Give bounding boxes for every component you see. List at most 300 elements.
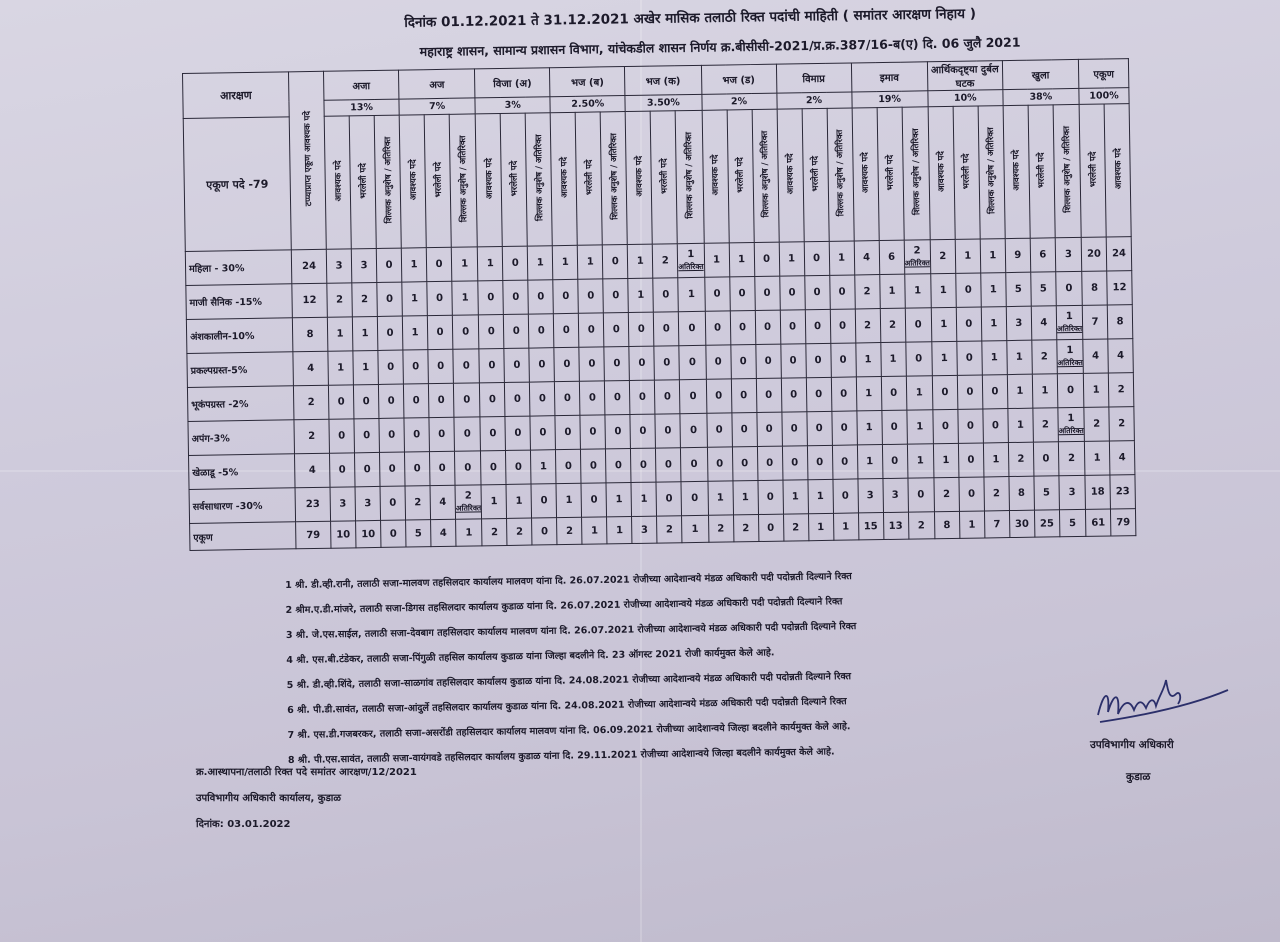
table-cell: 0 [481,450,507,484]
table-cell: 0 [781,378,807,412]
sub-header: भरलेली पदे [650,111,677,244]
table-cell: 0 [781,412,807,446]
sub-header: भरलेली पदे [424,114,451,247]
sub-header: आवश्यक पदे [702,110,729,243]
table-cell: 2 [507,518,532,545]
table-cell: 2 [482,518,507,545]
category-header: भज (ब) [550,67,625,97]
table-cell: 0 [680,413,707,447]
table-cell: 0 [554,313,580,347]
table-cell: 0 [705,311,731,345]
table-cell: 1 [955,239,981,273]
table-cell: 0 [830,343,856,377]
table-cell: 0 [732,447,758,481]
table-cell: 0 [1057,373,1084,407]
table-cell: 2 [855,309,881,343]
sub-header: आवश्यक पदे [324,116,351,249]
table-cell: 1 [606,482,632,516]
table-cell: 0 [832,445,858,479]
table-cell: 0 [654,312,680,346]
signature-mark [1090,670,1240,730]
table-cell: 1 [556,483,582,517]
sub-header: भरलेली पदे [349,115,376,248]
table-cell: 0 [480,416,506,450]
table-cell: 0 [529,314,555,348]
table-cell: 0 [755,310,781,344]
table-cell: 1 [607,516,632,543]
table-cell: 0 [429,451,455,485]
table-cell: 0 [381,520,406,547]
table-cell: 0 [957,341,983,375]
table-cell: 1 [481,484,507,518]
table-cell: 0 [378,384,404,418]
table-cell: 1 [1032,374,1058,408]
table-cell: 0 [832,479,858,513]
table-cell: 1 [631,482,657,516]
table-cell: 0 [756,378,782,412]
table-cell: 0 [755,344,781,378]
excess-note: अतिरिक्त [904,258,930,268]
category-percent: 19% [851,91,928,108]
table-cell: 0 [555,381,581,415]
table-cell: 0 [531,484,557,518]
table-cell: 0 [805,343,831,377]
table-cell: 1 [402,316,428,350]
sub-header: शिल्लक अनुशेष / अतिरिक्त [978,106,1005,239]
table-cell: 0 [580,381,606,415]
table-cell: 0 [806,377,832,411]
row-total: 79 [296,521,331,549]
sub-header: शिल्लक अनुशेष / अतिरिक्त [449,114,477,247]
table-cell: 0 [453,349,480,383]
table-cell: 8 [1082,271,1108,305]
table-cell: 1 [808,513,833,540]
table-cell: 1 [729,243,755,277]
table-cell: 0 [707,447,733,481]
table-cell: 1 अतिरिक्त [1056,305,1083,339]
category-percent: 3.50% [625,94,702,111]
table-cell: 1 अतिरिक्त [1058,407,1085,441]
table-cell: 2 [352,282,378,316]
table-cell: 0 [705,345,731,379]
table-cell: 0 [579,313,605,347]
table-cell: 1 [1007,340,1033,374]
table-cell: 0 [379,452,405,486]
table-cell: 0 [380,486,406,520]
table-cell: 4 [1083,339,1109,373]
table-cell: 2 [657,516,682,543]
note-item: 8 श्री. पी.एस.सावंत, तलाठी सजा-वायंगवडे तहसिलदार कार्यालय कुडाळ यांना दि. 29.11.2021 रोजीच्या आदेशान्वये जिल्हा बदलीने कार्यमुक्त केले आहे. [287,746,835,766]
table-cell: 0 [933,409,959,443]
table-cell: 0 [958,409,984,443]
table-cell: 2 [930,239,956,273]
category-percent: 38% [1003,88,1080,105]
table-cell: 0 [426,247,452,281]
table-cell: 0 [478,280,504,314]
table-cell: 1 [907,444,934,478]
table-cell: 1 [981,307,1007,341]
table-cell: 0 [506,450,532,484]
table-cell: 0 [758,514,783,541]
table-cell: 2 [327,283,353,317]
table-cell: 0 [704,277,730,311]
table-cell: 0 [1033,442,1059,476]
table-cell: 0 [530,416,556,450]
document-date: दिनांक: 03.01.2022 [196,819,291,830]
table-cell: 0 [555,415,581,449]
signatory-designation: उपविभागीय अधिकारी [1090,739,1174,751]
table-cell: 2 [405,486,431,520]
table-cell: 1 [678,277,705,311]
table-cell: 0 [329,453,355,487]
category-percent: 10% [928,90,1003,107]
table-cell: 0 [503,246,529,280]
sub-header: भरलेली पदे [1079,104,1106,237]
row-total: 2 [294,419,330,454]
table-cell: 1 [402,282,428,316]
table-cell: 0 [905,308,932,342]
table-cell: 0 [804,241,830,275]
table-cell: 3 [632,516,657,543]
table-cell: 1 [779,242,805,276]
table-cell: 1 [628,244,654,278]
sub-header: शिल्लक अनुशेष / अतिरिक्त [525,113,552,246]
table-cell: 0 [377,282,403,316]
table-cell: 1 [981,273,1007,307]
table-cell: 0 [881,376,907,410]
table-cell: 0 [653,278,679,312]
category-header: अजा [323,70,398,100]
table-cell: 1 [353,350,379,384]
row-label: प्रकल्पग्रस्त-5% [187,352,294,388]
row-total: 2 [293,385,329,420]
sub-header: भरलेली पदे [1028,105,1055,238]
table-cell: 0 [957,375,983,409]
table-cell: 4 [1109,441,1135,475]
table-cell: 4 [1031,306,1057,340]
table-cell: 2 अतिरिक्त [455,485,482,519]
table-cell: 24 [1106,237,1132,271]
row-label: एकूण [190,522,296,551]
row-total: 24 [291,249,327,284]
table-cell: 2 [1032,340,1058,374]
table-cell: 20 [1081,237,1107,271]
table-cell: 1 [906,376,933,410]
table-cell: 0 [804,275,830,309]
table-cell: 0 [831,411,857,445]
vacancy-table [182,58,1136,551]
table-cell: 5 [1059,509,1086,536]
table-cell: 8 [1107,305,1133,339]
table-cell: 1 [980,239,1006,273]
table-cell: 0 [604,347,630,381]
table-cell: 2 [934,477,960,511]
row-label: भूकंपग्रस्त -2% [187,386,294,422]
category-header: आर्थिकदृष्ट्या दुर्बल घटक [927,61,1002,91]
table-cell: 2 [1058,441,1085,475]
table-cell: 0 [629,312,655,346]
table-cell: 2 [1033,408,1059,442]
table-cell: 0 [532,518,557,545]
table-cell: 0 [758,480,784,514]
table-cell: 0 [731,379,757,413]
table-cell: 1 [708,481,734,515]
table-cell: 0 [503,280,529,314]
category-header: अज [398,69,475,99]
table-cell: 1 [983,443,1009,477]
table-cell: 3 [330,487,356,521]
sub-header: आवश्यक पदे [777,109,804,242]
table-cell: 18 [1085,475,1111,509]
table-cell: 13 [883,512,908,539]
table-cell: 61 [1086,509,1111,536]
table-cell: 2 [1109,407,1135,441]
sub-header: भरलेली पदे [727,110,754,243]
table-cell: 3 [1059,475,1086,509]
table-cell: 4 [430,485,456,519]
table-cell: 1 [531,450,557,484]
excess-note: अतिरिक्त [1056,323,1083,334]
table-cell: 1 [506,484,532,518]
table-cell: 1 [904,274,931,308]
table-cell: 0 [376,248,402,282]
table-cell: 1 [352,316,378,350]
table-cell: 3 [355,486,381,520]
table-cell: 2 [854,275,880,309]
table-cell: 1 [401,248,427,282]
table-cell: 0 [603,279,629,313]
table-cell: 0 [354,452,380,486]
table-cell: 0 [505,416,531,450]
table-cell: 2 [783,514,808,541]
table-cell: 0 [379,418,405,452]
table-cell: 1 [807,479,833,513]
table-cell: 0 [782,446,808,480]
row-total: 8 [292,317,328,352]
sub-header: आवश्यक पदे [1003,105,1030,238]
table-cell: 1 [783,480,809,514]
sub-header: शिल्लक अनुशेष / अतिरिक्त [902,107,930,240]
table-cell: 2 [908,512,935,539]
excess-note: अतिरिक्त [1057,357,1083,368]
category-header-total: एकूण [1078,59,1128,89]
table-cell: 0 [604,313,630,347]
table-cell: 0 [377,316,403,350]
table-cell: 30 [1009,510,1034,537]
table-cell: 1 [857,445,883,479]
note-item: 4 श्री. एस.बी.टंडेकर, तलाठी सजा-पिंगुळी तहसिल कार्यालय कुडाळ यांना जिल्हा बदलीने दि. 23 ऑगस्ट 2021 रोजी कार्यमुक्त केले आहे. [286,647,775,666]
table-cell: 0 [655,414,681,448]
table-cell: 2 [557,517,582,544]
table-cell: 0 [730,311,756,345]
table-cell: 0 [504,314,530,348]
table-cell: 0 [983,409,1009,443]
footer-block [196,760,417,838]
table-cell: 2 [984,477,1010,511]
table-cell: 1 [906,410,933,444]
table-cell: 1 [982,341,1008,375]
table-cell: 0 [882,444,908,478]
table-cell: 0 [656,482,682,516]
notes-list [285,564,858,773]
table-cell: 0 [681,481,708,515]
table-cell: 0 [479,348,505,382]
table-cell: 0 [729,277,755,311]
category-percent: 2.50% [550,96,625,113]
total-required-header: टप्प्याप्राप्त एकूण आवश्यक पदे [288,71,326,250]
table-cell: 0 [680,379,707,413]
table-cell: 0 [504,348,530,382]
table-cell: 0 [578,279,604,313]
note-item: 7 श्री. एस.डी.गजबरकर, तलाठी सजा-असरोंडी तहसिलदार कार्यालय मालवण यांना दि. 06.09.2021 रोजीच्या आदेशान्वये जिल्हा बदलीने कार्यमुक्त केले आहे. [287,721,851,741]
sub-header: आवश्यक पदे [852,108,879,241]
category-percent: 2% [776,92,851,109]
table-cell: 0 [505,382,531,416]
table-cell: 1 [582,517,607,544]
table-cell: 0 [603,245,629,279]
table-cell: 25 [1034,510,1059,537]
header-row-subheaders [183,104,1131,252]
category-header: विजा (अ) [475,68,550,98]
sub-header: भरलेली पदे [877,107,904,240]
category-percent: 13% [324,99,399,116]
table-cell: 4 [854,241,880,275]
table-cell: 0 [780,344,806,378]
table-cell: 79 [1111,509,1136,536]
table-cell: 0 [757,446,783,480]
sub-header: आवश्यक पदे [399,115,426,248]
table-cell: 12 [1107,271,1133,305]
table-cell: 0 [681,447,708,481]
table-cell: 0 [656,448,682,482]
table-cell: 0 [730,345,756,379]
table-cell: 0 [404,452,430,486]
table-cell: 1 [833,513,858,540]
table-cell: 0 [631,448,657,482]
table-cell: 2 [653,244,679,278]
table-cell: 0 [831,377,857,411]
table-cell: 0 [956,273,982,307]
table-cell: 0 [982,375,1008,409]
table-cell: 0 [427,281,453,315]
corner-label: आरक्षण [183,72,290,119]
table-cell: 3 [857,479,883,513]
table-cell: 0 [454,451,481,485]
table-cell: 0 [378,350,404,384]
table-cell: 1 [1008,408,1034,442]
table-cell: 1 [451,247,478,281]
table-cell: 1 [682,515,709,542]
table-cell: 5 [406,520,431,547]
table-cell: 1 [578,245,604,279]
table-cell: 0 [429,417,455,451]
table-cell: 15 [858,513,883,540]
table-cell: 0 [528,280,554,314]
table-cell: 0 [553,279,579,313]
row-label: महिला - 30% [185,250,292,286]
sub-header: शिल्लक अनुशेष / अतिरिक्त [752,109,779,242]
sub-header: भरलेली पदे [953,106,980,239]
category-header: भज (क) [625,65,702,95]
table-cell: 1 [528,246,554,280]
note-item: 3 श्री. जे.एस.साईल, तलाठी सजा-देवबाग तहसिलदार कार्यालय मालवण यांना दि. 26.07.2021 रोजीच्या आदेशान्वये मंडळ अधिकारी पदी पदोन्नती दिल्याने रिक्त [285,621,857,641]
table-cell: 2 अतिरिक्त [904,240,931,274]
table-cell: 1 [856,411,882,445]
table-cell: 2 [733,515,758,542]
table-cell: 0 [581,449,607,483]
table-cell: 1 [879,274,905,308]
table-cell: 23 [1110,475,1136,509]
sub-header: शिल्लक अनुशेष / अतिरिक्त [675,110,703,243]
row-label: खेळाडू -5% [189,454,296,490]
table-cell: 1 [880,342,906,376]
table-cell: 0 [454,417,481,451]
document-subtitle: महाराष्ट्र शासन, सामान्य प्रशासन विभाग, यांचेकडील शासन निर्णय क्र.बीसीसी-2021/प्र.क्र.387/16-ब(ए) दि. 06 जुलै 2021 [419,34,1021,60]
category-header: भज (ड) [701,64,776,94]
table-cell: 1 [855,343,881,377]
table-cell: 0 [706,413,732,447]
table-cell: 1 [932,341,958,375]
table-cell: 0 [329,419,355,453]
table-cell: 9 [1005,238,1031,272]
table-cell: 6 [879,240,905,274]
sub-header: शिल्लक अनुशेष / अतिरिक्त [1053,104,1081,237]
excess-note: अतिरिक्त [455,503,482,513]
table-cell: 4 [1108,339,1134,373]
table-cell: 0 [679,311,706,345]
table-cell: 1 अतिरिक्त [678,243,705,277]
table-cell: 1 [628,278,654,312]
table-cell: 0 [479,314,505,348]
category-percent: 3% [475,97,550,114]
category-header: खुला [1002,59,1079,89]
table-cell: 5 [1034,476,1060,510]
category-header: इमाव [851,62,928,92]
signatory-place: कुडाळ [1126,771,1151,783]
table-cell: 0 [328,385,354,419]
reference-number: क्र.आस्थापना/तलाठी रिक्त पदे समांतर आरक्षण/12/2021 [196,767,417,778]
row-label: अपंग-3% [188,420,295,456]
table-cell: 3 [1055,237,1082,271]
table-cell: 0 [881,410,907,444]
table-cell: 0 [630,380,656,414]
table-cell: 0 [605,381,631,415]
table-cell: 10 [356,520,381,547]
table-cell: 10 [331,521,356,548]
table-cell: 0 [805,309,831,343]
sub-header: आवश्यक पदे [550,112,577,245]
table-cell: 0 [932,375,958,409]
table-cell: 0 [452,315,479,349]
table-cell: 0 [756,412,782,446]
table-cell: 0 [907,478,934,512]
table-cell: 0 [403,350,429,384]
table-cell: 1 [933,443,959,477]
table-cell: 1 [553,245,579,279]
table-cell: 3 [351,248,377,282]
sub-header: शिल्लक अनुशेष / अतिरिक्त [374,115,401,248]
table-cell: 1 [478,246,504,280]
table-cell: 0 [654,346,680,380]
excess-note: अतिरिक्त [1058,425,1084,436]
table-cell: 0 [959,477,985,511]
table-cell: 2 [1108,373,1134,407]
total-posts-label: एकूण पदे -79 [183,117,291,252]
table-cell: 0 [630,414,656,448]
table-cell: 0 [428,383,454,417]
row-total: 23 [295,487,331,522]
table-cell: 0 [554,347,580,381]
